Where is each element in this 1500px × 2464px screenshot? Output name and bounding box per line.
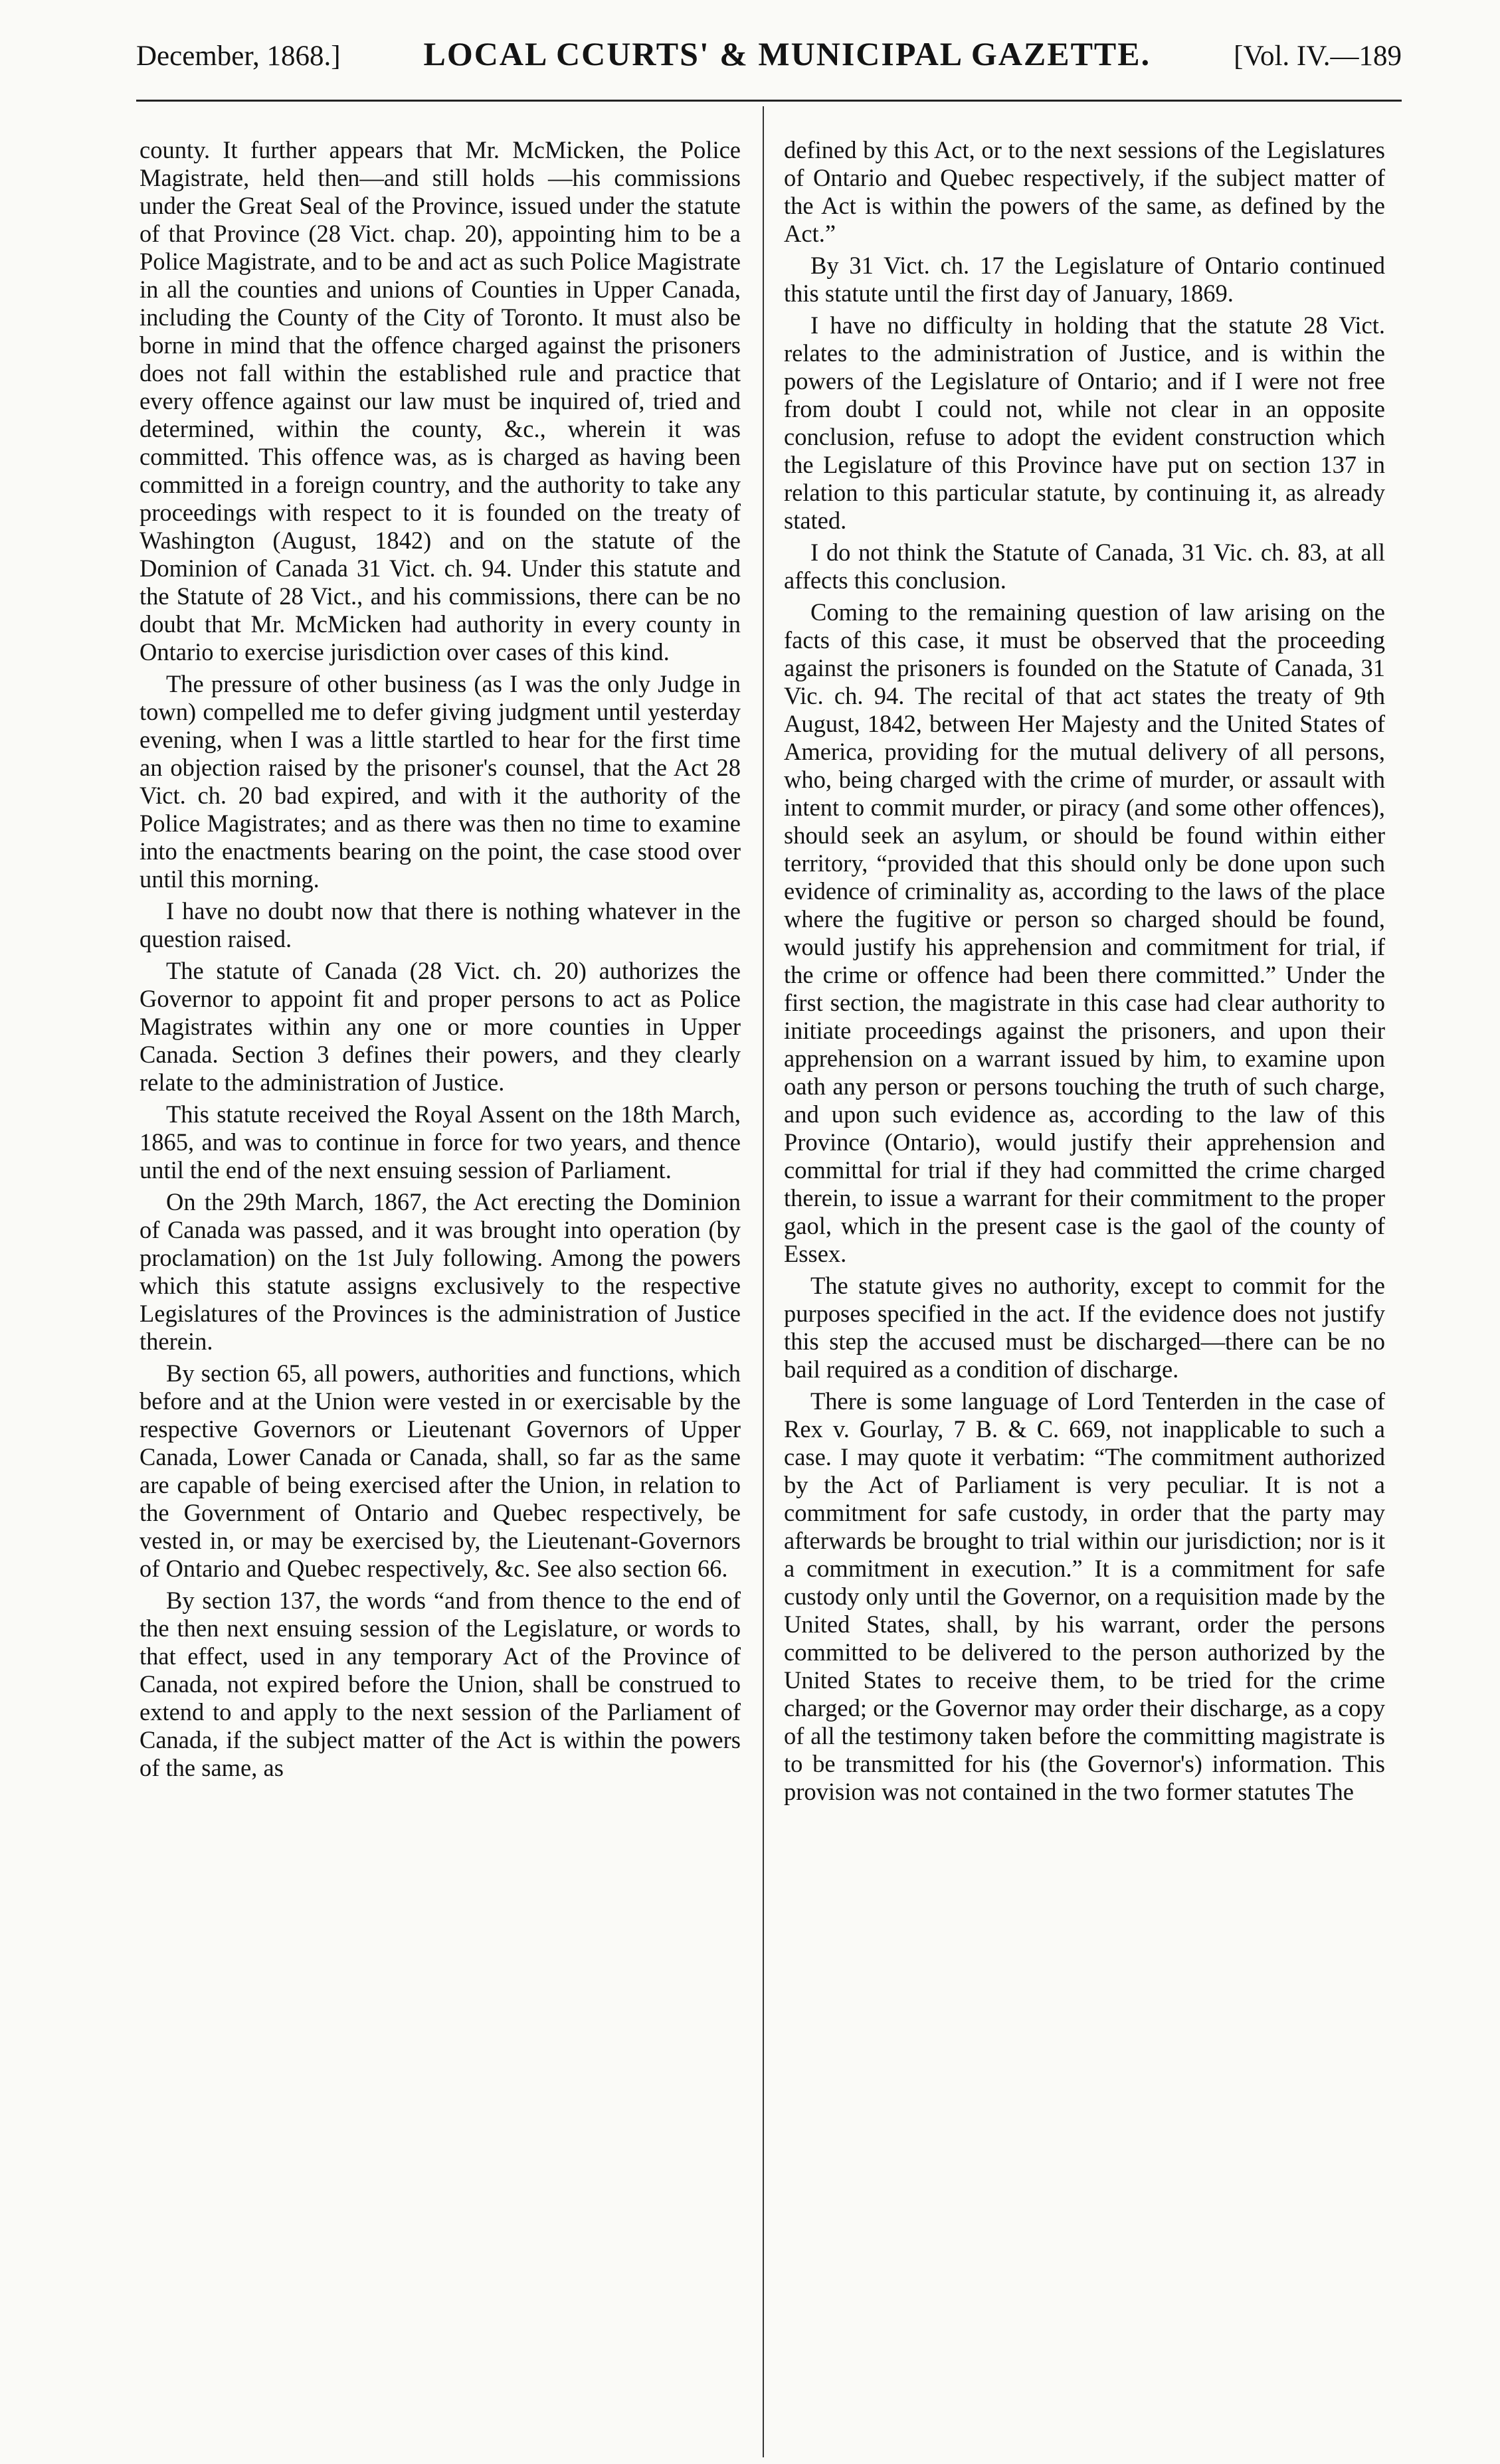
column-divider [763, 106, 764, 2457]
paragraph: The statute of Canada (28 Vict. ch. 20) authorizes the Governor to appoint fit and proper persons to act as Police Magistrates within any one or more counties in Upper Canada. Section 3 defines their powers, and they clearly relate to the administration of Justice. [140, 957, 741, 1096]
header-rule [136, 100, 1402, 102]
paragraph: I have no difficulty in holding that the statute 28 Vict. relates to the administration of Justice, and is within the powers of the Legislature of Ontario; and if I were not free from doubt I could not, while not clear in an opposite conclusion, refuse to adopt the evident construction which the Legislature of this Province have put on section 137 in relation to this particular statute, by continuing it, as already stated. [784, 311, 1385, 534]
publication-title: LOCAL CCURTS' & MUNICIPAL GAZETTE. [423, 35, 1151, 72]
paragraph: defined by this Act, or to the next sessions of the Legislatures of Ontario and Quebec respectively, if the subject matter of the Act is within the powers of the same, as defined by the Act.” [784, 136, 1385, 247]
paragraph: By section 137, the words “and from thence to the end of the then next ensuing session of the Legislature, or words to that effect, used in any temporary Act of the Province of Canada, not expired before the Union, shall be construed to extend to and apply to the next session of the Parliament of Canada, if the subject matter of the Act is within the powers of the same, as [140, 1587, 741, 1781]
paragraph: On the 29th March, 1867, the Act erecting the Dominion of Canada was passed, and it was brought into operation (by proclamation) on the 1st July following. Among the powers which this statute assigns exclusively to the respective Legislatures of the Provinces is the administration of Justice therein. [140, 1188, 741, 1355]
paragraph: By section 65, all powers, authorities and functions, which before and at the Union were vested in or exercisable by the respective Governors or Lieutenant Governors of Upper Canada, Lower Canada or Canada, shall, so far as the same are capable of being exercised after the Union, in relation to the Government of Ontario and Quebec respectively, be vested in, or may be exercised by, the Lieutenant-Governors of Ontario and Quebec respectively, &c. See also section 66. [140, 1360, 741, 1582]
right-column [784, 136, 1385, 1810]
paragraph: There is some language of Lord Tenterden in the case of Rex v. Gourlay, 7 B. & C. 669, not inapplicable to such a case. I may quote it verbatim: “The commitment authorized by the Act of Parliament is very peculiar. It is not a commitment for safe custody, in order that the party may afterwards be brought to trial within our jurisdiction; nor is it a commitment in execution.” It is a commitment for safe custody only until the Governor, on a requisition made by the United States, shall, by his warrant, order the persons committed to be delivered to the person authorized by the United States to receive them, to be tried for the crime charged; or the Governor may order their discharge, as a copy of all the testimony taken before the committing magistrate is to be transmitted for his (the Governor's) information. This provision was not contained in the two former statutes The [784, 1387, 1385, 1805]
left-column [140, 136, 741, 1786]
paragraph: The pressure of other business (as I was the only Judge in town) compelled me to defer giving judgment until yesterday evening, when I was a little startled to hear for the first time an objection raised by the prisoner's counsel, that the Act 28 Vict. ch. 20 bad expired, and with it the authority of the Police Magistrates; and as there was then no time to examine into the enactments bearing on the point, the case stood over until this morning. [140, 670, 741, 893]
paragraph: I do not think the Statute of Canada, 31 Vic. ch. 83, at all affects this conclusion. [784, 539, 1385, 594]
paragraph: I have no doubt now that there is nothing whatever in the question raised. [140, 897, 741, 952]
issue-date: December, 1868.] [136, 41, 341, 72]
paragraph: This statute received the Royal Assent on the 18th March, 1865, and was to continue in force for two years, and thence until the end of the next ensuing session of Parliament. [140, 1100, 741, 1184]
paragraph: The statute gives no authority, except to commit for the purposes specified in the act. If the evidence does not justify this step the accused must be discharged—there can be no bail required as a condition of discharge. [784, 1272, 1385, 1383]
paragraph: By 31 Vict. ch. 17 the Legislature of Ontario continued this statute until the first day of January, 1869. [784, 252, 1385, 307]
paragraph: county. It further appears that Mr. McMicken, the Police Magistrate, held then—and still holds —his commissions under the Great Seal of the Province, issued under the statute of that Province (28 Vict. chap. 20), appointing him to be a Police Magistrate, and to be and act as such Police Magistrate in all the counties and unions of Counties in Upper Canada, including the County of the City of Toronto. It must also be borne in mind that the offence charged against the prisoners does not fall within the established rule and practice that every offence against our law must be inquired of, tried and determined, within the county, &c., wherein it was committed. This offence was, as is charged as having been committed in a foreign country, and the authority to take any proceedings with respect to it is founded on the treaty of Washington (August, 1842) and on the statute of the Dominion of Canada 31 Vict. ch. 94. Under this statute and the Statute of 28 Vict., and his commissions, there can be no doubt that Mr. McMicken had authority in every county in Ontario to exercise jurisdiction over cases of this kind. [140, 136, 741, 665]
volume-page: [Vol. IV.—189 [1234, 41, 1402, 72]
paragraph: Coming to the remaining question of law arising on the facts of this case, it must be observed that the proceeding against the prisoners is founded on the Statute of Canada, 31 Vic. ch. 94. The recital of that act states the treaty of 9th August, 1842, between Her Majesty and the United States of America, providing for the mutual delivery of all persons, who, being charged with the crime of murder, or assault with intent to commit murder, or piracy (and some other offences), should seek an asylum, or should be found within either territory, “provided that this should only be done upon such evidence of criminality as, according to the laws of the place where the fugitive or person so charged should be found, would justify his apprehension and commitment for trial, if the crime or offence had been there committed.” Under the first section, the magistrate in this case had clear authority to initiate proceedings against the prisoners, and upon their apprehension on a warrant issued by him, to examine upon oath any person or persons touching the truth of such charge, and upon such evidence as, according to the law of this Province (Ontario), would justify their apprehension and committal for trial if they had committed the crime charged therein, to issue a warrant for their commitment to the proper gaol, which in the present case is the gaol of the county of Essex. [784, 598, 1385, 1267]
page-header [136, 35, 1402, 94]
